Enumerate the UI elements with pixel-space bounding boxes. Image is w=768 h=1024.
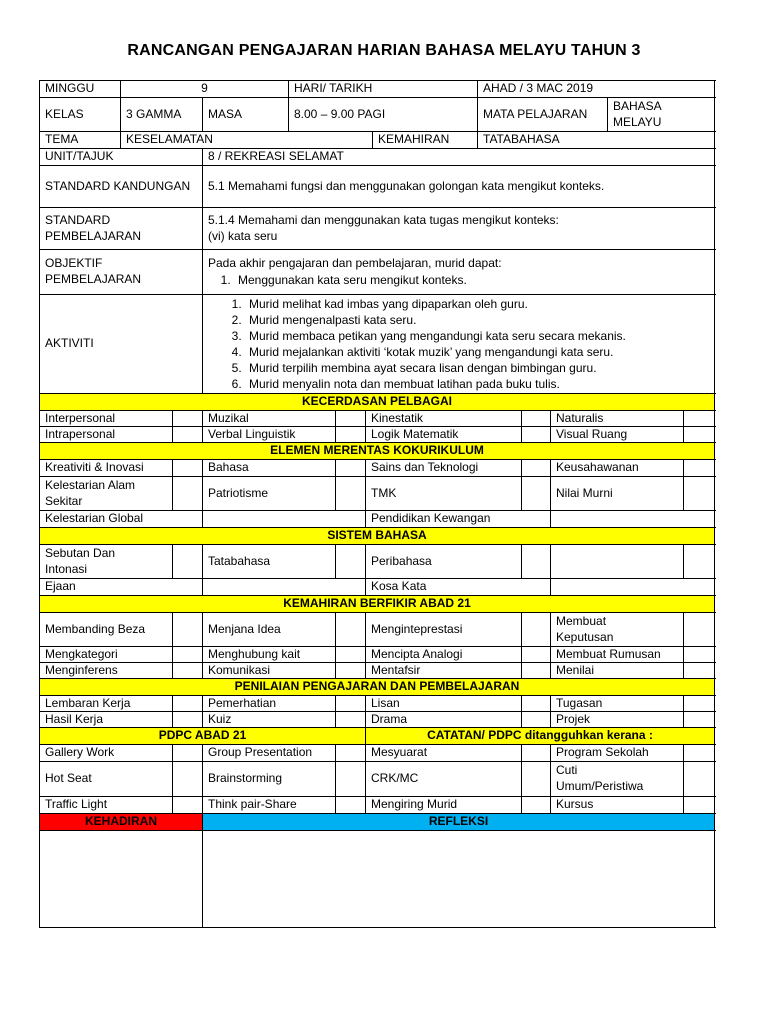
option-checkbox[interactable] bbox=[336, 745, 366, 761]
option-checkbox[interactable] bbox=[173, 745, 203, 761]
aktiviti-item: 6. Murid menyalin nota dan membuat latihan pada buku tulis. bbox=[245, 376, 626, 392]
pdpc-row bbox=[40, 762, 716, 797]
option-label: Intrapersonal bbox=[40, 427, 173, 442]
option-label: Cuti Umum/Peristiwa bbox=[551, 762, 684, 796]
standard-kandungan-label: STANDARD KANDUNGAN bbox=[40, 166, 203, 207]
option-checkbox[interactable] bbox=[173, 797, 203, 813]
option-checkbox[interactable] bbox=[173, 762, 203, 796]
option-checkbox[interactable] bbox=[684, 745, 715, 761]
penilaian-row bbox=[40, 696, 716, 712]
page-title: RANCANGAN PENGAJARAN HARIAN BAHASA MELAYU TAHUN 3 bbox=[127, 42, 641, 59]
objektif-item: 1. Menggunakan kata seru mengikut konteks. bbox=[234, 272, 467, 288]
kehadiran-field[interactable] bbox=[40, 831, 203, 927]
option-label: Group Presentation bbox=[203, 745, 336, 761]
pdpc-heading: PDPC ABAD 21 bbox=[40, 728, 366, 744]
option-checkbox[interactable] bbox=[173, 477, 203, 510]
option-checkbox[interactable] bbox=[522, 745, 551, 761]
option-checkbox[interactable] bbox=[684, 797, 715, 813]
kbat-row bbox=[40, 647, 716, 663]
option-label: Membuat Keputusan bbox=[551, 613, 684, 646]
section-pdpc-heading bbox=[40, 728, 716, 745]
option-checkbox[interactable] bbox=[336, 712, 366, 727]
row-unit bbox=[40, 149, 716, 166]
option-label: Bahasa bbox=[203, 460, 336, 476]
option-label: Mentafsir bbox=[366, 663, 522, 678]
option-label: Menghubung kait bbox=[203, 647, 336, 662]
option-checkbox[interactable] bbox=[684, 696, 715, 711]
tema-label: TEMA bbox=[40, 132, 121, 148]
aktiviti-item: 3. Murid membaca petikan yang mengandungi kata seru secara mekanis. bbox=[245, 328, 626, 344]
option-checkbox[interactable] bbox=[522, 762, 551, 796]
emk-heading: ELEMEN MERENTAS KOKURIKULUM bbox=[40, 443, 715, 459]
option-checkbox[interactable] bbox=[173, 460, 203, 476]
option-label: Mengkategori bbox=[40, 647, 173, 662]
emk-row bbox=[40, 477, 716, 511]
penilaian-heading: PENILAIAN PENGAJARAN DAN PEMBELAJARAN bbox=[40, 679, 715, 695]
option-checkbox[interactable] bbox=[336, 477, 366, 510]
option-checkbox[interactable] bbox=[684, 712, 715, 727]
sistem-bahasa-row bbox=[40, 545, 716, 579]
objektif-list bbox=[208, 272, 467, 288]
option-label: Sains dan Teknologi bbox=[366, 460, 522, 476]
option-label: Membanding Beza bbox=[40, 613, 173, 646]
unit-label: UNIT/TAJUK bbox=[40, 149, 203, 165]
option-label: Hasil Kerja bbox=[40, 712, 173, 727]
option-checkbox[interactable] bbox=[522, 647, 551, 662]
option-label: Pendidikan Kewangan bbox=[366, 511, 551, 527]
row-minggu bbox=[40, 81, 716, 98]
option-label: Brainstorming bbox=[203, 762, 336, 796]
option-checkbox[interactable] bbox=[522, 696, 551, 711]
option-label: Traffic Light bbox=[40, 797, 173, 813]
option-label: Kreativiti & Inovasi bbox=[40, 460, 173, 476]
kelas-label: KELAS bbox=[40, 98, 121, 131]
row-standard-kandungan bbox=[40, 166, 716, 208]
option-checkbox[interactable] bbox=[522, 712, 551, 727]
option-checkbox[interactable] bbox=[522, 411, 551, 426]
option-checkbox[interactable] bbox=[173, 545, 203, 578]
option-label: Kelestarian Alam Sekitar bbox=[40, 477, 173, 510]
option-checkbox[interactable] bbox=[173, 427, 203, 442]
option-label: Lembaran Kerja bbox=[40, 696, 173, 711]
option-checkbox[interactable] bbox=[173, 613, 203, 646]
option-checkbox[interactable] bbox=[522, 477, 551, 510]
standard-pembelajaran-label: STANDARD PEMBELAJARAN bbox=[40, 208, 203, 249]
pdpc-row bbox=[40, 797, 716, 814]
option-checkbox[interactable] bbox=[336, 411, 366, 426]
option-checkbox[interactable] bbox=[336, 797, 366, 813]
option-label: Sebutan Dan Intonasi bbox=[40, 545, 173, 578]
option-label bbox=[551, 545, 684, 578]
kehadiran-heading: KEHADIRAN bbox=[40, 814, 203, 830]
sistem-bahasa-row bbox=[40, 579, 716, 596]
option-label: Pemerhatian bbox=[203, 696, 336, 711]
option-checkbox[interactable] bbox=[522, 663, 551, 678]
emk-row bbox=[40, 460, 716, 477]
option-label: Membuat Rumusan bbox=[551, 647, 684, 662]
option-label: Menginferens bbox=[40, 663, 173, 678]
option-label: Think pair-Share bbox=[203, 797, 336, 813]
option-label: Ejaan bbox=[40, 579, 203, 595]
option-checkbox[interactable] bbox=[684, 460, 715, 476]
kecerdasan-row bbox=[40, 427, 716, 443]
option-label: TMK bbox=[366, 477, 522, 510]
option-checkbox[interactable] bbox=[173, 411, 203, 426]
sistem-bahasa-heading: SISTEM BAHASA bbox=[40, 528, 715, 544]
option-label: Kinestatik bbox=[366, 411, 522, 426]
minggu-label: MINGGU bbox=[40, 81, 121, 97]
emk-row bbox=[40, 511, 716, 528]
option-label: Lisan bbox=[366, 696, 522, 711]
option-label: Patriotisme bbox=[203, 477, 336, 510]
option-label: Logik Matematik bbox=[366, 427, 522, 442]
minggu-value: 9 bbox=[121, 81, 289, 97]
option-label: Mengiring Murid bbox=[366, 797, 522, 813]
option-checkbox[interactable] bbox=[173, 696, 203, 711]
option-label: Keusahawanan bbox=[551, 460, 684, 476]
option-label bbox=[203, 579, 366, 595]
footer-body bbox=[40, 831, 716, 928]
option-label bbox=[551, 511, 715, 527]
objektif-intro: Pada akhir pengajaran dan pembelajaran, murid dapat: bbox=[208, 256, 502, 271]
option-label: Hot Seat bbox=[40, 762, 173, 796]
aktiviti-item: 4. Murid mejalankan aktiviti ‘kotak muzik’ yang mengandungi kata seru. bbox=[245, 344, 626, 360]
aktiviti-item: 1. Murid melihat kad imbas yang dipaparkan oleh guru. bbox=[245, 296, 626, 312]
option-label: Menjana Idea bbox=[203, 613, 336, 646]
option-checkbox[interactable] bbox=[336, 460, 366, 476]
option-checkbox[interactable] bbox=[336, 762, 366, 796]
option-label: CRK/MC bbox=[366, 762, 522, 796]
option-checkbox[interactable] bbox=[522, 460, 551, 476]
option-checkbox[interactable] bbox=[684, 762, 715, 796]
lesson-plan-table bbox=[39, 80, 716, 928]
penilaian-row bbox=[40, 712, 716, 728]
section-sistem-bahasa-heading bbox=[40, 528, 716, 545]
option-label: Drama bbox=[366, 712, 522, 727]
option-checkbox[interactable] bbox=[173, 663, 203, 678]
section-emk-heading bbox=[40, 443, 716, 460]
row-kelas bbox=[40, 98, 716, 132]
aktiviti-item: 2. Murid mengenalpasti kata seru. bbox=[245, 312, 626, 328]
option-label: Tugasan bbox=[551, 696, 684, 711]
row-objektif bbox=[40, 250, 716, 295]
aktiviti-value bbox=[203, 295, 715, 393]
row-tema bbox=[40, 132, 716, 149]
pdpc-row bbox=[40, 745, 716, 762]
option-checkbox[interactable] bbox=[173, 712, 203, 727]
masa-value: 8.00 – 9.00 PAGI bbox=[289, 98, 478, 131]
catatan-heading: CATATAN/ PDPC ditangguhkan kerana : bbox=[366, 728, 715, 744]
option-checkbox[interactable] bbox=[336, 545, 366, 578]
option-label bbox=[551, 579, 715, 595]
section-footer-heading bbox=[40, 814, 716, 831]
mata-pelajaran-value: BAHASA MELAYU bbox=[608, 98, 715, 131]
option-label: Nilai Murni bbox=[551, 477, 684, 510]
section-penilaian-heading bbox=[40, 679, 716, 696]
option-checkbox[interactable] bbox=[336, 647, 366, 662]
option-label: Tatabahasa bbox=[203, 545, 336, 578]
aktiviti-item: 5. Murid terpilih membina ayat secara lisan dengan bimbingan guru. bbox=[245, 360, 626, 376]
standard-pembelajaran-line1: 5.1.4 Memahami dan menggunakan kata tugas mengikut konteks: bbox=[208, 212, 559, 227]
objektif-label: OBJEKTIF PEMBELAJARAN bbox=[40, 250, 203, 294]
refleksi-field[interactable] bbox=[203, 831, 715, 927]
option-checkbox[interactable] bbox=[336, 613, 366, 646]
option-checkbox[interactable] bbox=[336, 427, 366, 442]
kelas-value: 3 GAMMA bbox=[121, 98, 203, 131]
mata-pelajaran-label: MATA PELAJARAN bbox=[478, 98, 608, 131]
aktiviti-list bbox=[203, 296, 626, 392]
hari-label: HARI/ TARIKH bbox=[289, 81, 478, 97]
option-checkbox[interactable] bbox=[684, 647, 715, 662]
option-checkbox[interactable] bbox=[522, 797, 551, 813]
option-label: Mesyuarat bbox=[366, 745, 522, 761]
standard-pembelajaran-line2: (vi) kata seru bbox=[208, 228, 278, 243]
option-label: Interpersonal bbox=[40, 411, 173, 426]
kemahiran-value: TATABAHASA bbox=[478, 132, 715, 148]
option-label: Komunikasi bbox=[203, 663, 336, 678]
row-aktiviti bbox=[40, 295, 716, 394]
standard-kandungan-value: 5.1 Memahami fungsi dan menggunakan golongan kata mengikut konteks. bbox=[203, 166, 715, 207]
option-label: Kosa Kata bbox=[366, 579, 551, 595]
option-label: Kelestarian Global bbox=[40, 511, 203, 527]
option-checkbox[interactable] bbox=[684, 663, 715, 678]
option-checkbox[interactable] bbox=[684, 427, 715, 442]
option-label: Kursus bbox=[551, 797, 684, 813]
unit-value: 8 / REKREASI SELAMAT bbox=[203, 149, 715, 165]
option-checkbox[interactable] bbox=[522, 427, 551, 442]
option-label: Verbal Linguistik bbox=[203, 427, 336, 442]
option-label: Program Sekolah bbox=[551, 745, 684, 761]
option-label: Visual Ruang bbox=[551, 427, 684, 442]
option-label: Menilai bbox=[551, 663, 684, 678]
option-label: Muzikal bbox=[203, 411, 336, 426]
refleksi-heading: REFLEKSI bbox=[203, 814, 715, 830]
option-label: Naturalis bbox=[551, 411, 684, 426]
option-checkbox[interactable] bbox=[684, 613, 715, 646]
section-kecerdasan-heading bbox=[40, 394, 716, 411]
option-label: Mencipta Analogi bbox=[366, 647, 522, 662]
option-checkbox[interactable] bbox=[684, 411, 715, 426]
kbat-row bbox=[40, 663, 716, 679]
option-checkbox[interactable] bbox=[336, 696, 366, 711]
hari-value: AHAD / 3 MAC 2019 bbox=[478, 81, 715, 97]
aktiviti-label: AKTIVITI bbox=[40, 295, 203, 393]
option-label bbox=[203, 511, 366, 527]
option-checkbox[interactable] bbox=[173, 647, 203, 662]
option-label: Peribahasa bbox=[366, 545, 522, 578]
option-label: Projek bbox=[551, 712, 684, 727]
tema-value: KESELAMATAN bbox=[121, 132, 373, 148]
objektif-value bbox=[203, 250, 715, 294]
kecerdasan-heading: KECERDASAN PELBAGAI bbox=[40, 394, 715, 410]
option-checkbox[interactable] bbox=[684, 545, 715, 578]
section-kbat-heading bbox=[40, 596, 716, 613]
kbat-heading: KEMAHIRAN BERFIKIR ABAD 21 bbox=[40, 596, 715, 612]
option-label: Menginteprestasi bbox=[366, 613, 522, 646]
option-checkbox[interactable] bbox=[522, 613, 551, 646]
option-label: Kuiz bbox=[203, 712, 336, 727]
option-checkbox[interactable] bbox=[522, 545, 551, 578]
masa-label: MASA bbox=[203, 98, 289, 131]
option-checkbox[interactable] bbox=[684, 477, 715, 510]
kecerdasan-row bbox=[40, 411, 716, 427]
kbat-row bbox=[40, 613, 716, 647]
option-label: Gallery Work bbox=[40, 745, 173, 761]
option-checkbox[interactable] bbox=[336, 663, 366, 678]
standard-pembelajaran-value bbox=[203, 208, 715, 249]
kemahiran-label: KEMAHIRAN bbox=[373, 132, 478, 148]
row-standard-pembelajaran bbox=[40, 208, 716, 250]
